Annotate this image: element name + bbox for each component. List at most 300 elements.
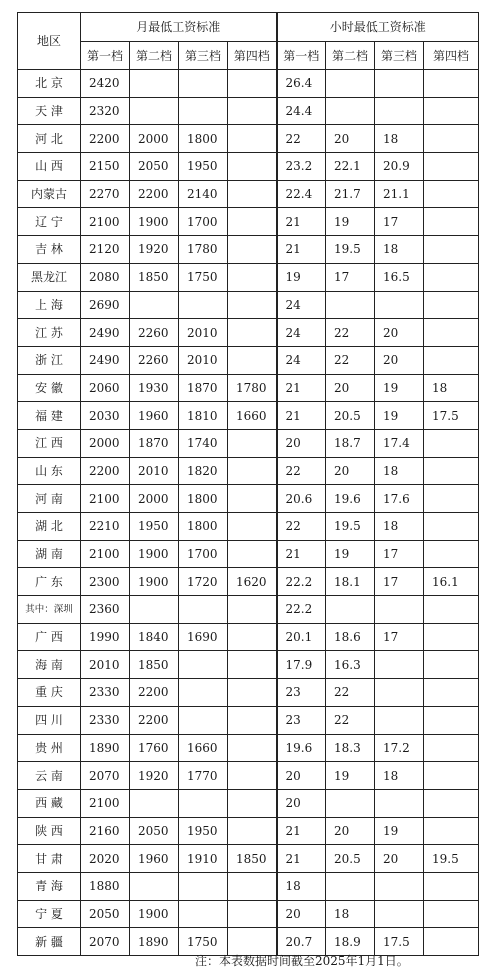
monthly-value-cell: 2100 xyxy=(81,540,130,568)
monthly-value-cell xyxy=(228,319,277,347)
hourly-value-cell xyxy=(375,679,424,707)
monthly-value-cell xyxy=(130,291,179,319)
monthly-value-cell: 1880 xyxy=(81,872,130,900)
monthly-value-cell: 1910 xyxy=(179,845,228,873)
monthly-value-cell: 2200 xyxy=(81,125,130,153)
table-row xyxy=(18,402,479,430)
monthly-value-cell: 1950 xyxy=(130,513,179,541)
hourly-value-cell: 17 xyxy=(375,540,424,568)
hourly-value-cell xyxy=(424,70,479,98)
hourly-value-cell: 20 xyxy=(277,789,326,817)
monthly-value-cell: 1960 xyxy=(130,402,179,430)
hourly-value-cell xyxy=(424,706,479,734)
monthly-value-cell: 2360 xyxy=(81,596,130,624)
hourly-value-cell xyxy=(424,236,479,264)
hourly-value-cell xyxy=(326,596,375,624)
hourly-value-cell xyxy=(326,872,375,900)
hourly-value-cell: 19.5 xyxy=(326,236,375,264)
region-cell: 湖 南 xyxy=(18,540,81,568)
monthly-value-cell: 2000 xyxy=(130,125,179,153)
header-row-2 xyxy=(18,42,479,70)
hourly-value-cell: 22 xyxy=(277,125,326,153)
region-cell: 吉 林 xyxy=(18,236,81,264)
hourly-value-cell: 20 xyxy=(277,900,326,928)
hourly-value-cell: 24 xyxy=(277,291,326,319)
region-cell: 河 北 xyxy=(18,125,81,153)
hourly-value-cell: 20 xyxy=(277,762,326,790)
hourly-value-cell: 22 xyxy=(326,346,375,374)
monthly-tier-header: 第一档 xyxy=(81,42,130,70)
monthly-value-cell: 2080 xyxy=(81,263,130,291)
monthly-value-cell: 2100 xyxy=(81,789,130,817)
region-cell: 四 川 xyxy=(18,706,81,734)
hourly-value-cell: 18 xyxy=(277,872,326,900)
hourly-value-cell xyxy=(424,623,479,651)
hourly-value-cell xyxy=(424,540,479,568)
hourly-value-cell: 17 xyxy=(375,568,424,596)
region-cell: 广 东 xyxy=(18,568,81,596)
region-cell: 浙 江 xyxy=(18,346,81,374)
monthly-value-cell: 2000 xyxy=(81,429,130,457)
monthly-value-cell xyxy=(130,872,179,900)
hourly-value-cell: 21 xyxy=(277,817,326,845)
hourly-value-cell xyxy=(424,596,479,624)
region-cell: 山 东 xyxy=(18,457,81,485)
monthly-value-cell: 1700 xyxy=(179,540,228,568)
hourly-value-cell: 20.6 xyxy=(277,485,326,513)
monthly-value-cell: 2420 xyxy=(81,70,130,98)
monthly-value-cell xyxy=(228,789,277,817)
hourly-value-cell xyxy=(424,153,479,181)
hourly-value-cell: 16.5 xyxy=(375,263,424,291)
hourly-value-cell: 22.4 xyxy=(277,180,326,208)
region-cell: 北 京 xyxy=(18,70,81,98)
hourly-value-cell: 17 xyxy=(375,208,424,236)
hourly-value-cell: 21.1 xyxy=(375,180,424,208)
monthly-value-cell xyxy=(130,70,179,98)
table-row xyxy=(18,236,479,264)
hourly-value-cell: 18 xyxy=(375,457,424,485)
table-row xyxy=(18,125,479,153)
hourly-header: 小时最低工资标准 xyxy=(277,13,479,42)
monthly-value-cell: 2010 xyxy=(179,346,228,374)
hourly-value-cell xyxy=(375,291,424,319)
monthly-value-cell xyxy=(228,651,277,679)
monthly-tier-header: 第二档 xyxy=(130,42,179,70)
region-cell: 辽 宁 xyxy=(18,208,81,236)
hourly-value-cell: 19 xyxy=(326,208,375,236)
table-row xyxy=(18,762,479,790)
hourly-value-cell: 21 xyxy=(277,374,326,402)
hourly-value-cell xyxy=(375,596,424,624)
region-cell: 山 西 xyxy=(18,153,81,181)
monthly-value-cell xyxy=(228,596,277,624)
hourly-value-cell xyxy=(424,734,479,762)
hourly-value-cell: 21 xyxy=(277,540,326,568)
hourly-value-cell: 19.5 xyxy=(326,513,375,541)
monthly-value-cell: 2150 xyxy=(81,153,130,181)
monthly-value-cell: 2160 xyxy=(81,817,130,845)
monthly-value-cell xyxy=(228,291,277,319)
region-cell: 西 藏 xyxy=(18,789,81,817)
hourly-value-cell xyxy=(424,208,479,236)
hourly-value-cell xyxy=(424,319,479,347)
hourly-value-cell: 20.7 xyxy=(277,928,326,956)
hourly-value-cell xyxy=(424,429,479,457)
monthly-value-cell: 2140 xyxy=(179,180,228,208)
monthly-value-cell: 1900 xyxy=(130,900,179,928)
monthly-value-cell: 2100 xyxy=(81,208,130,236)
hourly-value-cell: 18.3 xyxy=(326,734,375,762)
monthly-value-cell xyxy=(179,679,228,707)
table-row xyxy=(18,457,479,485)
monthly-value-cell: 2010 xyxy=(130,457,179,485)
hourly-value-cell: 18 xyxy=(375,236,424,264)
monthly-value-cell: 2490 xyxy=(81,319,130,347)
region-cell: 江 苏 xyxy=(18,319,81,347)
monthly-value-cell xyxy=(228,485,277,513)
hourly-tier-header: 第一档 xyxy=(277,42,326,70)
monthly-tier-header: 第四档 xyxy=(228,42,277,70)
monthly-value-cell: 2320 xyxy=(81,97,130,125)
monthly-value-cell: 1800 xyxy=(179,125,228,153)
monthly-value-cell xyxy=(228,429,277,457)
hourly-value-cell xyxy=(424,651,479,679)
table-row xyxy=(18,291,479,319)
region-cell: 贵 州 xyxy=(18,734,81,762)
region-cell: 湖 北 xyxy=(18,513,81,541)
monthly-value-cell: 2070 xyxy=(81,928,130,956)
monthly-value-cell: 1690 xyxy=(179,623,228,651)
monthly-value-cell xyxy=(228,97,277,125)
monthly-value-cell xyxy=(228,513,277,541)
monthly-value-cell xyxy=(228,706,277,734)
monthly-value-cell: 1800 xyxy=(179,485,228,513)
monthly-value-cell: 1900 xyxy=(130,540,179,568)
monthly-value-cell: 1820 xyxy=(179,457,228,485)
hourly-value-cell: 17.5 xyxy=(375,928,424,956)
monthly-value-cell: 1840 xyxy=(130,623,179,651)
monthly-value-cell xyxy=(179,789,228,817)
table-row xyxy=(18,789,479,817)
region-cell: 天 津 xyxy=(18,97,81,125)
hourly-value-cell: 22.2 xyxy=(277,596,326,624)
hourly-value-cell: 22 xyxy=(326,679,375,707)
monthly-value-cell xyxy=(179,291,228,319)
monthly-value-cell: 2050 xyxy=(130,817,179,845)
hourly-value-cell: 19 xyxy=(375,817,424,845)
monthly-value-cell: 1920 xyxy=(130,762,179,790)
hourly-value-cell xyxy=(424,872,479,900)
region-cell: 上 海 xyxy=(18,291,81,319)
hourly-value-cell xyxy=(375,70,424,98)
monthly-value-cell: 2300 xyxy=(81,568,130,596)
monthly-value-cell xyxy=(228,762,277,790)
hourly-value-cell: 17 xyxy=(375,623,424,651)
monthly-value-cell: 2060 xyxy=(81,374,130,402)
table-row xyxy=(18,180,479,208)
monthly-tier-header: 第三档 xyxy=(179,42,228,70)
hourly-value-cell: 20 xyxy=(326,125,375,153)
table-footnote: 注：本表数据时间截至2025年1月1日。 xyxy=(195,954,409,968)
hourly-value-cell xyxy=(424,485,479,513)
table-row xyxy=(18,734,479,762)
region-cell: 安 徽 xyxy=(18,374,81,402)
monthly-value-cell xyxy=(228,263,277,291)
table-row xyxy=(18,319,479,347)
monthly-value-cell: 1870 xyxy=(130,429,179,457)
monthly-value-cell: 1990 xyxy=(81,623,130,651)
hourly-value-cell: 17.2 xyxy=(375,734,424,762)
monthly-value-cell xyxy=(228,180,277,208)
table-row xyxy=(18,429,479,457)
hourly-value-cell: 20 xyxy=(277,429,326,457)
hourly-value-cell: 19 xyxy=(277,263,326,291)
monthly-value-cell: 1900 xyxy=(130,568,179,596)
monthly-value-cell: 1760 xyxy=(130,734,179,762)
hourly-value-cell: 20 xyxy=(326,457,375,485)
hourly-value-cell xyxy=(424,180,479,208)
hourly-value-cell: 18 xyxy=(326,900,375,928)
table-row xyxy=(18,623,479,651)
hourly-value-cell: 26.4 xyxy=(277,70,326,98)
hourly-value-cell: 19 xyxy=(375,402,424,430)
table-body xyxy=(18,70,479,956)
hourly-value-cell: 20 xyxy=(375,845,424,873)
table-row xyxy=(18,513,479,541)
hourly-value-cell: 18.7 xyxy=(326,429,375,457)
region-cell: 黑龙江 xyxy=(18,263,81,291)
hourly-value-cell: 22.2 xyxy=(277,568,326,596)
hourly-value-cell: 17.6 xyxy=(375,485,424,513)
monthly-value-cell xyxy=(179,596,228,624)
hourly-value-cell: 16.1 xyxy=(424,568,479,596)
hourly-value-cell xyxy=(424,291,479,319)
hourly-value-cell xyxy=(424,125,479,153)
hourly-value-cell xyxy=(424,263,479,291)
hourly-value-cell xyxy=(375,872,424,900)
hourly-value-cell: 20 xyxy=(326,817,375,845)
region-cell: 甘 肃 xyxy=(18,845,81,873)
monthly-value-cell: 2010 xyxy=(179,319,228,347)
hourly-value-cell xyxy=(424,346,479,374)
monthly-value-cell: 2020 xyxy=(81,845,130,873)
monthly-value-cell: 1920 xyxy=(130,236,179,264)
region-cell: 福 建 xyxy=(18,402,81,430)
region-cell: 新 疆 xyxy=(18,928,81,956)
hourly-value-cell: 22 xyxy=(326,319,375,347)
monthly-value-cell: 2200 xyxy=(130,180,179,208)
monthly-value-cell xyxy=(228,872,277,900)
monthly-value-cell: 1750 xyxy=(179,263,228,291)
table-row xyxy=(18,651,479,679)
hourly-value-cell: 19 xyxy=(375,374,424,402)
monthly-value-cell: 2010 xyxy=(81,651,130,679)
table-row xyxy=(18,346,479,374)
monthly-value-cell xyxy=(228,457,277,485)
hourly-value-cell xyxy=(326,291,375,319)
monthly-value-cell xyxy=(179,70,228,98)
monthly-value-cell: 1660 xyxy=(228,402,277,430)
hourly-value-cell: 20 xyxy=(375,319,424,347)
table-row xyxy=(18,679,479,707)
hourly-value-cell xyxy=(375,651,424,679)
monthly-value-cell: 2030 xyxy=(81,402,130,430)
monthly-value-cell xyxy=(179,872,228,900)
table-row xyxy=(18,153,479,181)
hourly-value-cell xyxy=(424,762,479,790)
hourly-value-cell xyxy=(424,900,479,928)
monthly-value-cell: 1950 xyxy=(179,153,228,181)
monthly-value-cell: 1740 xyxy=(179,429,228,457)
hourly-value-cell: 21 xyxy=(277,208,326,236)
monthly-value-cell: 2200 xyxy=(130,679,179,707)
hourly-value-cell xyxy=(424,679,479,707)
hourly-value-cell: 18.9 xyxy=(326,928,375,956)
monthly-value-cell: 1660 xyxy=(179,734,228,762)
hourly-value-cell: 17.4 xyxy=(375,429,424,457)
hourly-value-cell: 23 xyxy=(277,679,326,707)
hourly-value-cell: 20.1 xyxy=(277,623,326,651)
monthly-value-cell: 1620 xyxy=(228,568,277,596)
region-header: 地区 xyxy=(18,13,81,70)
hourly-value-cell: 24 xyxy=(277,346,326,374)
region-cell: 宁 夏 xyxy=(18,900,81,928)
table-row xyxy=(18,485,479,513)
hourly-value-cell xyxy=(375,97,424,125)
monthly-value-cell: 1890 xyxy=(81,734,130,762)
monthly-value-cell xyxy=(228,817,277,845)
monthly-value-cell: 2210 xyxy=(81,513,130,541)
hourly-value-cell xyxy=(424,97,479,125)
table-row xyxy=(18,706,479,734)
monthly-value-cell: 1780 xyxy=(228,374,277,402)
hourly-value-cell: 19.6 xyxy=(277,734,326,762)
monthly-value-cell: 1720 xyxy=(179,568,228,596)
hourly-value-cell: 16.3 xyxy=(326,651,375,679)
monthly-value-cell: 2270 xyxy=(81,180,130,208)
monthly-value-cell: 1950 xyxy=(179,817,228,845)
hourly-value-cell: 22 xyxy=(277,513,326,541)
hourly-value-cell xyxy=(424,789,479,817)
region-cell: 内蒙古 xyxy=(18,180,81,208)
monthly-value-cell xyxy=(228,236,277,264)
region-cell: 河 南 xyxy=(18,485,81,513)
hourly-value-cell: 18 xyxy=(375,513,424,541)
hourly-value-cell xyxy=(375,900,424,928)
monthly-value-cell xyxy=(228,540,277,568)
monthly-value-cell: 2200 xyxy=(130,706,179,734)
region-cell: 江 西 xyxy=(18,429,81,457)
hourly-value-cell xyxy=(326,789,375,817)
monthly-value-cell xyxy=(179,900,228,928)
monthly-value-cell xyxy=(130,596,179,624)
region-cell: 海 南 xyxy=(18,651,81,679)
monthly-value-cell: 1800 xyxy=(179,513,228,541)
hourly-value-cell: 20.5 xyxy=(326,402,375,430)
monthly-value-cell xyxy=(228,125,277,153)
hourly-value-cell: 19.5 xyxy=(424,845,479,873)
hourly-value-cell: 17 xyxy=(326,263,375,291)
hourly-tier-header: 第四档 xyxy=(424,42,479,70)
monthly-value-cell xyxy=(228,346,277,374)
monthly-value-cell xyxy=(228,679,277,707)
monthly-value-cell: 1810 xyxy=(179,402,228,430)
table-row xyxy=(18,374,479,402)
monthly-value-cell xyxy=(228,734,277,762)
region-cell: 陕 西 xyxy=(18,817,81,845)
monthly-value-cell xyxy=(228,900,277,928)
monthly-value-cell xyxy=(179,97,228,125)
hourly-value-cell xyxy=(424,817,479,845)
hourly-tier-header: 第三档 xyxy=(375,42,424,70)
monthly-value-cell xyxy=(228,70,277,98)
monthly-value-cell xyxy=(228,153,277,181)
hourly-value-cell: 21.7 xyxy=(326,180,375,208)
hourly-value-cell: 22 xyxy=(326,706,375,734)
hourly-value-cell: 23.2 xyxy=(277,153,326,181)
region-cell: 广 西 xyxy=(18,623,81,651)
hourly-value-cell: 18 xyxy=(375,125,424,153)
hourly-tier-header: 第二档 xyxy=(326,42,375,70)
region-cell: 重 庆 xyxy=(18,679,81,707)
minimum-wage-table xyxy=(17,12,479,956)
hourly-value-cell: 21 xyxy=(277,236,326,264)
hourly-value-cell xyxy=(326,97,375,125)
hourly-value-cell: 18.6 xyxy=(326,623,375,651)
table-row xyxy=(18,540,479,568)
hourly-value-cell: 20.5 xyxy=(326,845,375,873)
hourly-value-cell: 24 xyxy=(277,319,326,347)
monthly-value-cell: 1850 xyxy=(130,651,179,679)
monthly-value-cell xyxy=(130,789,179,817)
hourly-value-cell: 18 xyxy=(424,374,479,402)
monthly-value-cell: 2100 xyxy=(81,485,130,513)
hourly-value-cell: 20.9 xyxy=(375,153,424,181)
table-row xyxy=(18,70,479,98)
hourly-value-cell xyxy=(424,928,479,956)
hourly-value-cell: 19.6 xyxy=(326,485,375,513)
table-row xyxy=(18,596,479,624)
monthly-value-cell: 2330 xyxy=(81,706,130,734)
monthly-value-cell: 1960 xyxy=(130,845,179,873)
hourly-value-cell: 22 xyxy=(277,457,326,485)
hourly-value-cell: 17.9 xyxy=(277,651,326,679)
monthly-value-cell xyxy=(179,651,228,679)
monthly-value-cell xyxy=(228,208,277,236)
monthly-value-cell: 1930 xyxy=(130,374,179,402)
hourly-value-cell: 21 xyxy=(277,402,326,430)
table-row xyxy=(18,845,479,873)
hourly-value-cell: 24.4 xyxy=(277,97,326,125)
hourly-value-cell: 17.5 xyxy=(424,402,479,430)
hourly-value-cell xyxy=(424,457,479,485)
monthly-value-cell: 1750 xyxy=(179,928,228,956)
table-row xyxy=(18,208,479,236)
monthly-value-cell: 2490 xyxy=(81,346,130,374)
region-cell: 其中：深圳 xyxy=(18,596,81,624)
hourly-value-cell: 18 xyxy=(375,762,424,790)
hourly-value-cell: 23 xyxy=(277,706,326,734)
table-row xyxy=(18,568,479,596)
monthly-value-cell: 2070 xyxy=(81,762,130,790)
monthly-value-cell: 1850 xyxy=(130,263,179,291)
monthly-value-cell: 1780 xyxy=(179,236,228,264)
monthly-value-cell: 2200 xyxy=(81,457,130,485)
monthly-value-cell: 2330 xyxy=(81,679,130,707)
table-row xyxy=(18,817,479,845)
header-row-1 xyxy=(18,13,479,42)
